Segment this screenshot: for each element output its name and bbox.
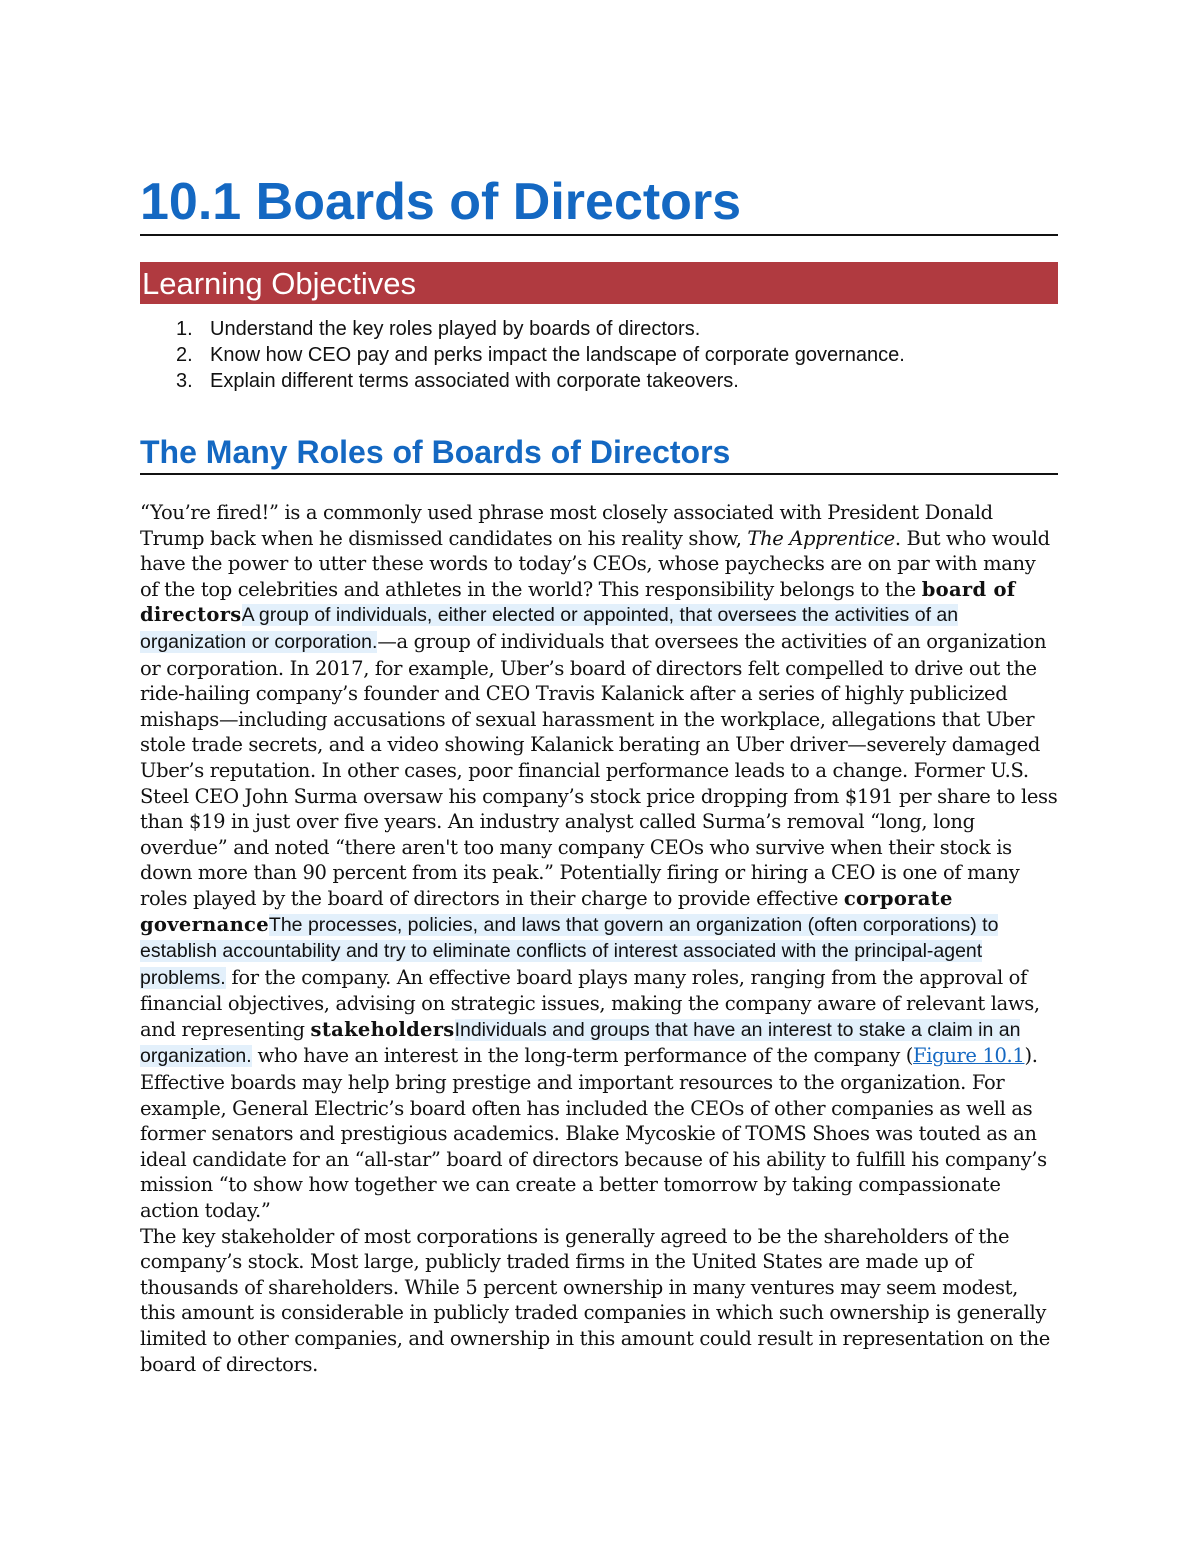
glossary-definition: Individuals and groups that have an interest to stake a claim in an organization. [140,1018,1021,1068]
text-run: “You’re fired!” is a commonly used phrase most closely associated with President Donald Trump back when he dismissed candidates on his reality show, [140,501,993,550]
glossary-term-stakeholders[interactable]: stakeholders [310,1017,455,1041]
paragraph: The key stakeholder of most corporations is generally agreed to be the shareholders of the company’s stock. Most large, publicly traded firms in the United States are made up of thousands of shareholders. While 5 percent ownership in many ventures may seem modest, this amount is considerable in publicly traded companies in which such ownership is generally limited to other companies, and ownership in this amount could result in representation on the board of directors. [140,1224,1050,1376]
body-text [140,500,1058,1377]
figure-link[interactable]: Figure 10.1 [913,1044,1025,1068]
paragraph [140,500,1058,1224]
glossary-definition: The processes, policies, and laws that govern an organization (often corporations) to establish accountability and try to eliminate conflicts of interest associated with the principal-agent problems. [140,913,999,989]
list-item [140,368,1058,394]
list-number: 2. [176,344,193,366]
list-number: 3. [176,370,193,392]
section-heading: The Many Roles of Boards of Directors [140,432,1058,475]
page-title: 10.1 Boards of Directors [140,172,1058,236]
text-run: . But who would have the power to utter these words to today’s CEOs, whose paychecks are on par with many of the top celebrities and athletes in the world? This responsibility belongs to the [140,526,1050,601]
document-page [140,172,1058,1377]
glossary-term-corporate-governance[interactable]: corporate governance [140,886,953,936]
objective-text: Know how CEO pay and perks impact the landscape of corporate governance. [210,344,905,366]
glossary-definition: A group of individuals, either elected or appointed, that oversees the activities of an organization or corporation. [140,604,959,653]
objectives-list [140,316,1058,394]
objective-text: Explain different terms associated with corporate takeovers. [210,370,739,392]
show-title: The Apprentice [747,526,895,550]
glossary-term-board-of-directors[interactable]: board of directors [140,577,1016,627]
learning-objectives-banner: Learning Objectives [140,262,1058,304]
list-number: 1. [176,318,193,340]
list-item [140,342,1058,368]
objective-text: Understand the key roles played by boards of directors. [210,318,701,340]
text-run: —a group of individuals that oversees the activities of an organization or corporation. In 2017, for example, Uber’s board of directors felt compelled to drive out the ride-hailing company’s founder and CEO Travis Kalanick after a series of highly publicized mishaps—including accusations of sexual harassment in the workplace, allegations that Uber stole trade secrets, and a video showing Kalanick berating an Uber driver—severely damaged Uber’s reputation. In other cases, poor financial performance leads to a change. Former U.S. Steel CEO John Surma oversaw his company’s stock price dropping from $191 per share to less than $19 in just over five years. An industry analyst called Surma’s removal “long, long overdue” and noted “there aren't too many company CEOs who survive when their stock is down more than 90 percent from its peak.” Potentially firing or hiring a CEO is one of many roles played by the board of directors in their charge to provide effective [140,629,1058,910]
text-run: who have an interest in the long-term performance of the company ( [251,1044,914,1068]
text-run: for the company. An effective board plays many roles, ranging from the approval of financial objectives, advising on strategic issues, making the company aware of relevant laws, and representing [140,965,1040,1041]
text-run: ). Effective boards may help bring prestige and important resources to the organization. For example, General Electric’s board often has included the CEOs of other companies as well as former senators and prestigious academics. Blake Mycoskie of TOMS Shoes was touted as an ideal candidate for an “all-star” board of directors because of his ability to fulfill his company’s mission “to show how together we can create a better tomorrow by taking compassionate action today.” [140,1044,1047,1223]
list-item [140,316,1058,342]
